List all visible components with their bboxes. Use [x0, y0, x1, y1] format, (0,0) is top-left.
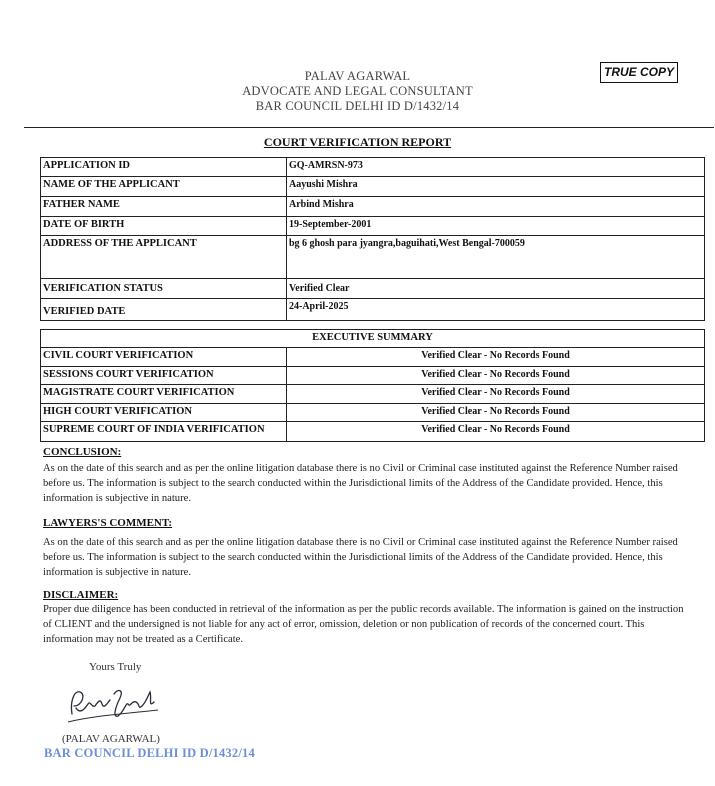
- signature: [62, 684, 162, 731]
- header-divider: [24, 127, 714, 128]
- summary-court-label: MAGISTRATE COURT VERIFICATION: [41, 385, 287, 404]
- table-row: [41, 299, 705, 321]
- report-title: COURT VERIFICATION REPORT: [263, 135, 452, 149]
- table-row: [41, 385, 705, 404]
- conclusion-text: As on the date of this search and as per the online litigation database there is no Civil or Criminal case instituted against the Reference Number raised before us. The information is subject to the search conducted within the Jurisdictional limits of the Address of the Candidate provided. Hence, this information is subjective in nature.: [43, 463, 678, 504]
- table-row: [41, 404, 705, 422]
- application-id-label: APPLICATION ID: [41, 158, 287, 177]
- applicant-name-value: Aayushi Mishra: [287, 177, 705, 197]
- table-row: [41, 422, 705, 442]
- summary-court-label: CIVIL COURT VERIFICATION: [41, 348, 287, 367]
- signatory-name: (PALAV AGARWAL): [62, 733, 160, 745]
- verified-date-label: VERIFIED DATE: [41, 299, 287, 321]
- table-row: [41, 236, 705, 279]
- summary-court-result: Verified Clear - No Records Found: [287, 348, 705, 367]
- dob-value: 19-September-2001: [287, 217, 705, 236]
- advocate-role: ADVOCATE AND LEGAL CONSULTANT: [242, 84, 473, 98]
- disclaimer-heading: DISCLAIMER:: [43, 589, 119, 601]
- verification-status-label: VERIFICATION STATUS: [41, 279, 287, 299]
- table-row: [41, 367, 705, 385]
- summary-court-label: SESSIONS COURT VERIFICATION: [41, 367, 287, 385]
- conclusion-heading: CONCLUSION:: [43, 446, 122, 458]
- verification-status-value: Verified Clear: [287, 279, 705, 299]
- advocate-name: PALAV AGARWAL: [304, 69, 411, 83]
- dob-label: DATE OF BIRTH: [41, 217, 287, 236]
- summary-court-result: Verified Clear - No Records Found: [287, 367, 705, 385]
- signatory-bar-id: BAR COUNCIL DELHI ID D/1432/14: [44, 746, 255, 760]
- disclaimer-text: Proper due diligence has been conducted in retrieval of the information as per the public records available. The information is gained on the instruction of CLIENT and the undersigned is not liable for any act of error, omission, deletion or non publication of records of the concerned court. This information may not be treated as a Certificate.: [43, 604, 684, 645]
- address-value: bg 6 ghosh para jyangra,baguihati,West Bengal-700059: [287, 236, 705, 279]
- executive-summary-table: [40, 329, 705, 442]
- applicant-name-label: NAME OF THE APPLICANT: [41, 177, 287, 197]
- summary-court-result: Verified Clear - No Records Found: [287, 385, 705, 404]
- true-copy-stamp: TRUE COPY: [600, 62, 678, 83]
- table-row: [41, 348, 705, 367]
- lawyers-comment-text: As on the date of this search and as per the online litigation database there is no Civil or Criminal case instituted against the Reference Number raised before us. The information is subject to the search conducted within the Jurisdictional limits of the Address of the Candidate provided. Hence, this information is subjective in nature.: [43, 537, 678, 578]
- table-row: [41, 330, 705, 348]
- table-row: [41, 158, 705, 177]
- table-row: [41, 279, 705, 299]
- verified-date-value: 24-April-2025: [287, 299, 705, 321]
- father-name-value: Arbind Mishra: [287, 197, 705, 217]
- address-label: ADDRESS OF THE APPLICANT: [41, 236, 287, 279]
- executive-summary-title: EXECUTIVE SUMMARY: [41, 330, 705, 348]
- table-row: [41, 217, 705, 236]
- summary-court-result: Verified Clear - No Records Found: [287, 404, 705, 422]
- table-row: [41, 197, 705, 217]
- summary-court-label: HIGH COURT VERIFICATION: [41, 404, 287, 422]
- application-id-value: GQ-AMRSN-973: [287, 158, 705, 177]
- advocate-bar-id: BAR COUNCIL DELHI ID D/1432/14: [255, 99, 460, 113]
- lawyers-comment-heading: LAWYERS'S COMMENT:: [43, 517, 173, 529]
- summary-court-result: Verified Clear - No Records Found: [287, 422, 705, 442]
- closing-line: Yours Truly: [89, 661, 142, 673]
- applicant-details-table: [40, 157, 705, 321]
- summary-court-label: SUPREME COURT OF INDIA VERIFICATION: [41, 422, 287, 442]
- father-name-label: FATHER NAME: [41, 197, 287, 217]
- table-row: [41, 177, 705, 197]
